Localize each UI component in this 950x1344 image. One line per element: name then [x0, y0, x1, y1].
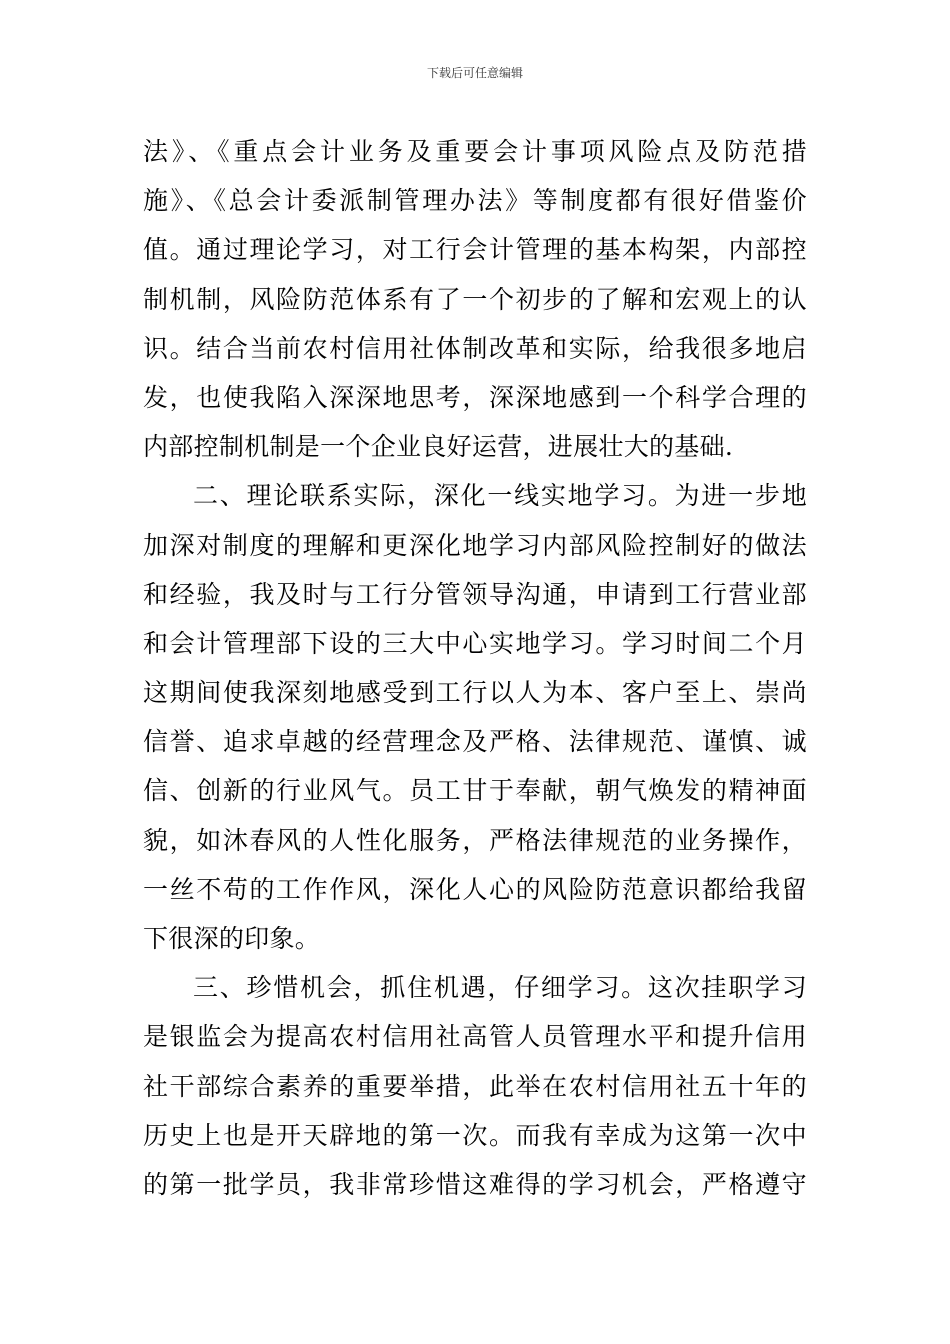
- text-line: 历史上也是开天辟地的第一次。而我有幸成为这第一次中: [143, 1120, 807, 1150]
- text-line: 法》、《重点会计业务及重要会计事项风险点及防范措: [143, 137, 807, 166]
- text-line: 和经验，我及时与工行分管领导沟通，申请到工行营业部: [143, 579, 807, 609]
- text-line: 社干部综合素养的重要举措，此举在农村信用社五十年的: [143, 1071, 807, 1101]
- text-line: 施》、《总会计委派制管理办法》等制度都有很好借鉴价: [143, 186, 807, 216]
- text-line: 发，也使我陷入深深地思考，深深地感到一个科学合理的: [143, 382, 807, 412]
- text-line: 值。通过理论学习，对工行会计管理的基本构架，内部控: [143, 235, 807, 265]
- text-line: 和会计管理部下设的三大中心实地学习。学习时间二个月: [143, 628, 807, 658]
- text-line: 这期间使我深刻地感受到工行以人为本、客户至上、崇尚: [143, 678, 807, 708]
- text-line: 加深对制度的理解和更深化地学习内部风险控制好的做法: [143, 530, 807, 560]
- document-body: [143, 127, 807, 1209]
- text-line: 内部控制机制是一个企业良好运营，进展壮大的基础.: [143, 432, 734, 462]
- text-line: 是银监会为提高农村信用社高管人员管理水平和提升信用: [143, 1022, 807, 1052]
- text-line: 信、创新的行业风气。员工甘于奉献，朝气焕发的精神面: [143, 776, 807, 806]
- text-line: 的第一批学员，我非常珍惜这难得的学习机会，严格遵守: [143, 1169, 807, 1199]
- text-line: 貌，如沐春风的人性化服务，严格法律规范的业务操作，: [143, 825, 807, 855]
- text-line: 三、珍惜机会，抓住机遇，仔细学习。这次挂职学习: [193, 973, 807, 1003]
- text-line: 一丝不苟的工作作风，深化人心的风险防范意识都给我留: [143, 874, 807, 904]
- text-line: 下很深的印象。: [143, 924, 321, 953]
- text-line: 识。结合当前农村信用社体制改革和实际，给我很多地启: [143, 333, 807, 363]
- text-line: 制机制，风险防范体系有了一个初步的了解和宏观上的认: [143, 284, 807, 314]
- text-line: 二、理论联系实际，深化一线实地学习。为进一步地: [193, 481, 807, 511]
- page-header-note: 下载后可任意编辑: [426, 66, 523, 80]
- text-line: 信誉、追求卓越的经营理念及严格、法律规范、谨慎、诚: [143, 727, 807, 757]
